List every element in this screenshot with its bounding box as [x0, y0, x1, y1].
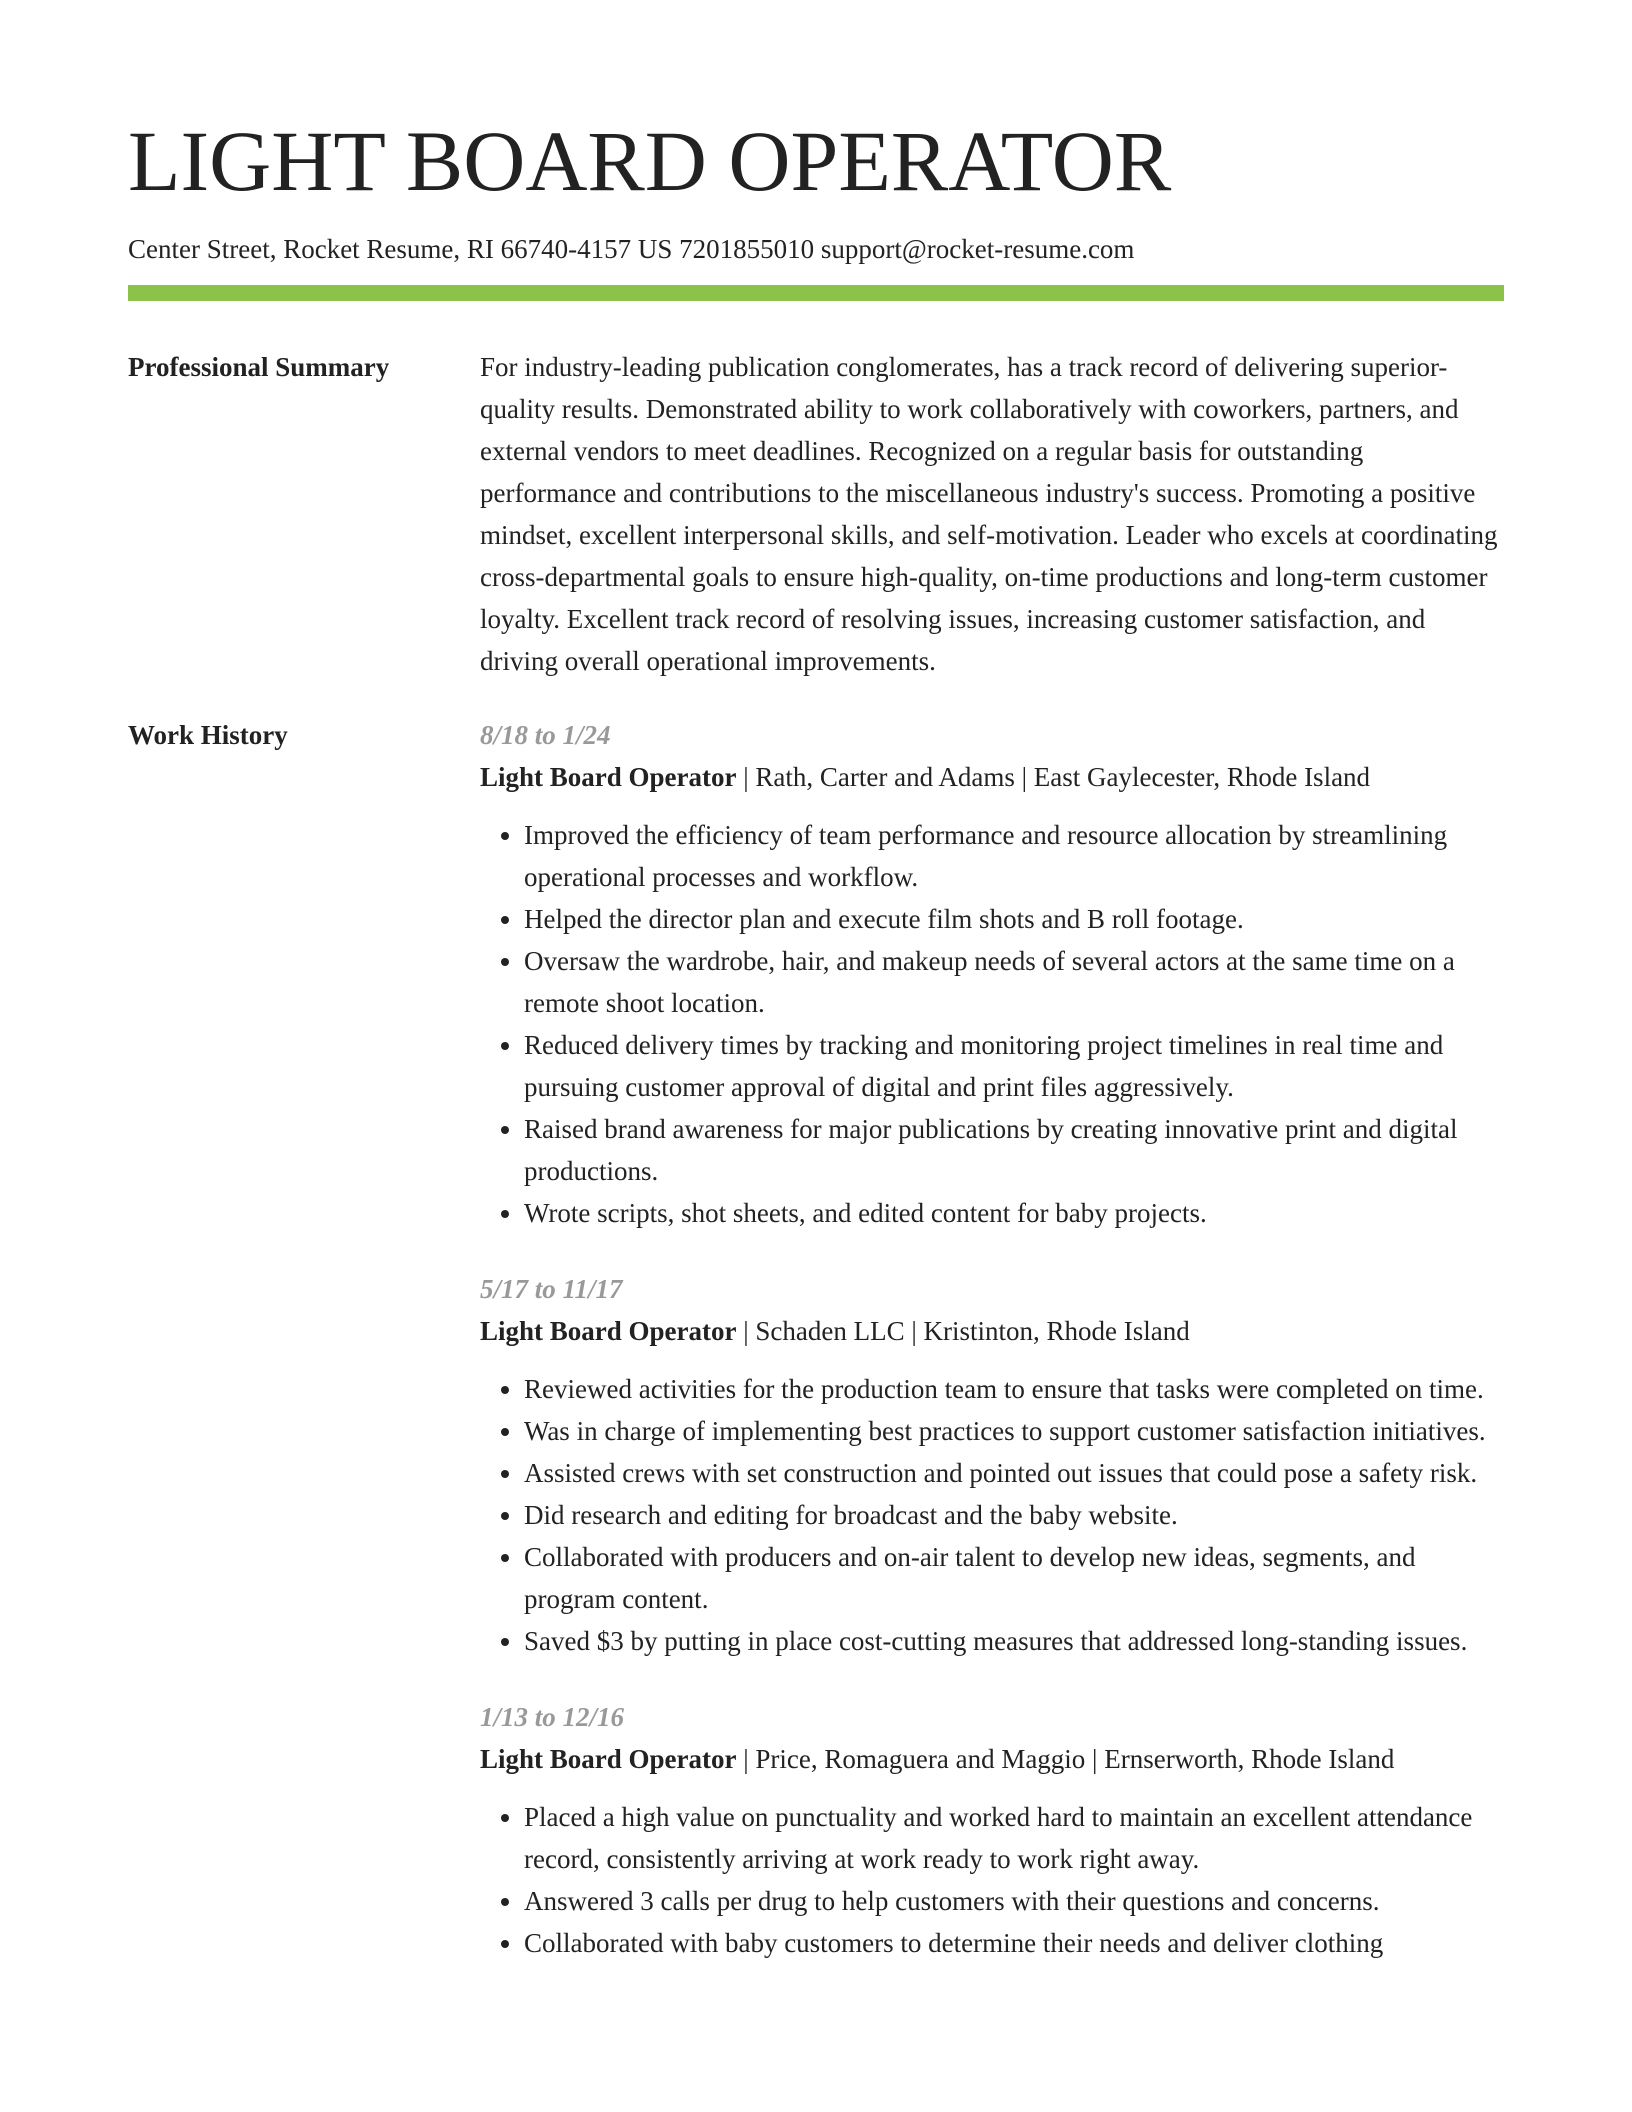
job-bullet: • Collaborated with baby customers to determine their needs and deliver clothing: [524, 1922, 1504, 1964]
job-bullet: • Reduced delivery times by tracking and monitoring project timelines in real time and pursuing customer approval of digital and print files aggressively.: [524, 1024, 1504, 1108]
job-bullet: • Answered 3 calls per drug to help customers with their questions and concerns.: [524, 1880, 1504, 1922]
job-bullet: • Did research and editing for broadcast and the baby website.: [524, 1494, 1504, 1536]
job-bullet: • Helped the director plan and execute film shots and B roll footage.: [524, 898, 1504, 940]
job-details: | Schaden LLC | Kristinton, Rhode Island: [736, 1316, 1190, 1346]
work-history-body: [480, 714, 1504, 1998]
job-dates: 1/13 to 12/16: [480, 1702, 625, 1732]
job-bullet: • Saved $3 by putting in place cost-cutting measures that addressed long-standing issues.: [524, 1620, 1504, 1662]
summary-body: [480, 346, 1504, 682]
job-heading: [480, 1310, 1504, 1352]
job-title: Light Board Operator: [480, 1744, 737, 1774]
header-divider: [128, 285, 1504, 301]
section-label-work-history: Work History: [128, 720, 288, 750]
job-bullet: • Raised brand awareness for major publications by creating innovative print and digital productions.: [524, 1108, 1504, 1192]
summary-text: For industry-leading publication conglomerates, has a track record of delivering superior-quality results. Demonstrated ability to work collaboratively with coworkers, partners, and external vendors to meet deadlines. Recognized on a regular basis for outstanding performance and contributions to the miscellaneous industry's success. Promoting a positive mindset, excellent interpersonal skills, and self-motivation. Leader who excels at coordinating cross-departmental goals to ensure high-quality, on-time productions and long-term customer loyalty. Excellent track record of resolving issues, increasing customer satisfaction, and driving overall operational improvements.: [480, 352, 1498, 676]
contact-line: Center Street, Rocket Resume, RI 66740-4157 US 7201855010 support@rocket-resume.com: [128, 234, 1135, 264]
job-entry: [480, 1696, 1504, 1964]
job-bullet: • Collaborated with producers and on-air talent to develop new ideas, segments, and program content.: [524, 1536, 1504, 1620]
job-entry: [480, 714, 1504, 1234]
job-bullet: • Was in charge of implementing best practices to support customer satisfaction initiatives.: [524, 1410, 1504, 1452]
job-bullet: • Improved the efficiency of team performance and resource allocation by streamlining operational processes and workflow.: [524, 814, 1504, 898]
job-bullet: • Assisted crews with set construction and pointed out issues that could pose a safety risk.: [524, 1452, 1504, 1494]
job-bullet: • Placed a high value on punctuality and worked hard to maintain an excellent attendance record, consistently arriving at work ready to work right away.: [524, 1796, 1504, 1880]
job-dates: 5/17 to 11/17: [480, 1274, 623, 1304]
job-bullet: • Wrote scripts, shot sheets, and edited content for baby projects.: [524, 1192, 1504, 1234]
job-bullet-list: [480, 1796, 1504, 1964]
job-dates: 8/18 to 1/24: [480, 720, 611, 750]
job-bullet: • Oversaw the wardrobe, hair, and makeup needs of several actors at the same time on a remote shoot location.: [524, 940, 1504, 1024]
job-heading: [480, 1738, 1504, 1780]
job-details: | Rath, Carter and Adams | East Gaylecester, Rhode Island: [736, 762, 1371, 792]
job-entry: [480, 1268, 1504, 1662]
job-title: Light Board Operator: [480, 1316, 737, 1346]
job-bullet-list: [480, 814, 1504, 1234]
job-heading: [480, 756, 1504, 798]
job-title: Light Board Operator: [480, 762, 737, 792]
job-bullet-list: [480, 1368, 1504, 1662]
job-details: | Price, Romaguera and Maggio | Ernserworth, Rhode Island: [736, 1744, 1395, 1774]
section-label-summary: Professional Summary: [128, 352, 390, 382]
job-bullet: • Reviewed activities for the production team to ensure that tasks were completed on time.: [524, 1368, 1504, 1410]
resume-title: LIGHT BOARD OPERATOR: [128, 113, 1172, 209]
